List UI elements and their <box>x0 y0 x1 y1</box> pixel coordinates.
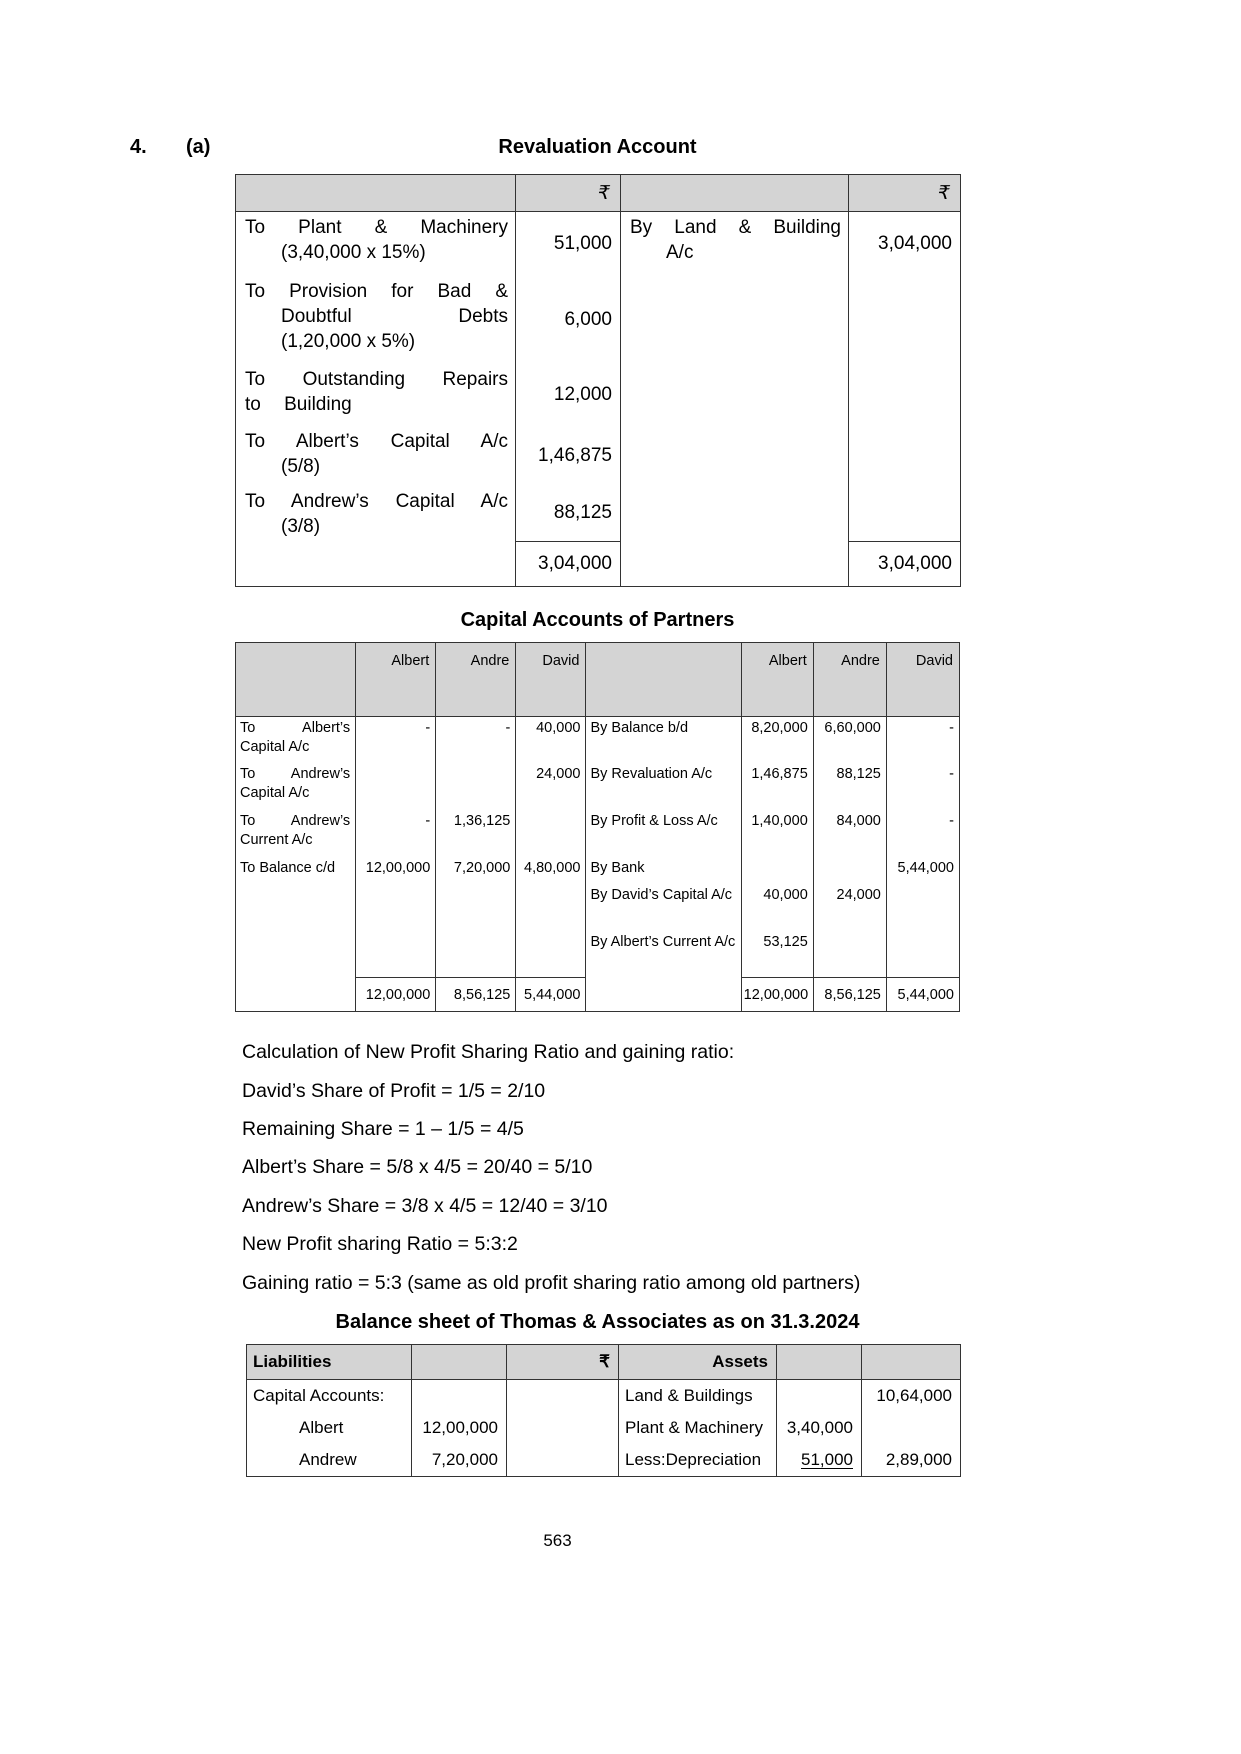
credit-albert: 53,125 <box>741 931 813 977</box>
currency-symbol-debit: ₹ <box>516 175 621 212</box>
debit-total-albert: 12,00,000 <box>356 977 436 1012</box>
entry-line: By Land & Building <box>630 217 841 238</box>
credit-albert: 1,40,000 <box>741 810 813 857</box>
debit-david: 40,000 <box>516 716 586 763</box>
capital-total-row <box>236 977 960 1012</box>
credit-amount <box>849 426 961 486</box>
liabilities-header: Liabilities <box>247 1345 412 1380</box>
liability-total <box>507 1380 619 1413</box>
debit-albert: - <box>356 716 436 763</box>
debit-albert <box>356 763 436 810</box>
currency-symbol: ₹ <box>507 1345 619 1380</box>
credit-david: - <box>886 763 959 810</box>
credit-andre: 6,60,000 <box>813 716 886 763</box>
debit-particulars <box>236 977 356 1012</box>
revaluation-row-3 <box>236 364 961 426</box>
capital-accounts-table <box>235 642 960 1013</box>
credit-amount <box>849 364 961 426</box>
revaluation-row-1 <box>236 212 961 276</box>
debit-andre <box>436 931 516 977</box>
credit-andre <box>813 857 886 884</box>
partner-header-albert-credit: Albert <box>741 642 813 716</box>
debit-total-andre: 8,56,125 <box>436 977 516 1012</box>
assets-header: Assets <box>619 1345 777 1380</box>
asset-item: Less:Depreciation <box>619 1444 777 1477</box>
credit-amount <box>849 486 961 542</box>
credit-andre <box>813 931 886 977</box>
calculation-section <box>242 1042 1241 1294</box>
calculation-line: New Profit sharing Ratio = 5:3:2 <box>242 1233 518 1256</box>
debit-albert <box>356 884 436 931</box>
credit-particulars: By Bank <box>586 857 741 884</box>
debit-amount: 12,000 <box>516 364 621 426</box>
entry-line: (3,40,000 x 15%) <box>281 242 426 264</box>
debit-andre: - <box>436 716 516 763</box>
capital-row-6 <box>236 931 960 977</box>
debit-particulars <box>236 931 356 977</box>
asset-total: 2,89,000 <box>862 1444 961 1477</box>
debit-amount: 6,000 <box>516 276 621 364</box>
liability-total <box>507 1412 619 1444</box>
asset-amount: 3,40,000 <box>777 1412 862 1444</box>
revaluation-account-table <box>235 174 961 587</box>
credit-total-david: 5,44,000 <box>886 977 959 1012</box>
liability-total <box>507 1444 619 1477</box>
credit-david: - <box>886 716 959 763</box>
calculation-line: Andrew’s Share = 3/8 x 4/5 = 12/40 = 3/10 <box>242 1194 608 1217</box>
debit-amount: 1,46,875 <box>516 426 621 486</box>
liability-amount <box>412 1380 507 1413</box>
credit-albert: 8,20,000 <box>741 716 813 763</box>
partner-header-albert-debit: Albert <box>356 642 436 716</box>
entry-line: (1,20,000 x 5%) <box>281 330 416 352</box>
entry-line: (5/8) <box>281 455 321 477</box>
credit-particulars: By Revaluation A/c <box>586 763 741 810</box>
partner-header-david-credit: David <box>886 642 959 716</box>
credit-albert <box>741 857 813 884</box>
balance-sheet-row-1 <box>247 1380 961 1413</box>
revaluation-row-2 <box>236 276 961 364</box>
entry-line: Doubtful Debts <box>281 305 508 327</box>
balance-sheet-row-2 <box>247 1412 961 1444</box>
credit-albert: 1,46,875 <box>741 763 813 810</box>
credit-particulars: By Profit & Loss A/c <box>586 810 741 857</box>
header-blank <box>236 642 356 716</box>
credit-particulars: By Balance b/d <box>586 716 741 763</box>
capital-header-row <box>236 642 960 716</box>
liability-amount: 12,00,000 <box>412 1412 507 1444</box>
capital-row-1 <box>236 716 960 763</box>
calculation-line: Gaining ratio = 5:3 (same as old profit sharing ratio among old partners) <box>242 1271 861 1294</box>
liability-item: Andrew <box>247 1444 412 1477</box>
currency-symbol-credit: ₹ <box>849 175 961 212</box>
debit-particulars <box>236 884 356 931</box>
liability-item: Albert <box>247 1412 412 1444</box>
debit-particulars: To Andrew’s Capital A/c <box>236 763 356 810</box>
capital-accounts-title: Capital Accounts of Partners <box>460 608 735 631</box>
entry-line: To Andrew’s Capital A/c <box>245 490 508 512</box>
credit-total: 3,04,000 <box>849 542 961 587</box>
entry-line: (3/8) <box>281 515 321 537</box>
debit-david <box>516 810 586 857</box>
debit-david <box>516 884 586 931</box>
debit-albert <box>356 931 436 977</box>
credit-particulars <box>586 977 741 1012</box>
debit-david: 24,000 <box>516 763 586 810</box>
asset-total <box>862 1412 961 1444</box>
credit-david: 5,44,000 <box>886 857 959 884</box>
debit-andre <box>436 763 516 810</box>
revaluation-row-5 <box>236 486 961 542</box>
partner-header-andre-debit: Andre <box>436 642 516 716</box>
credit-david <box>886 931 959 977</box>
calculation-line: Albert’s Share = 5/8 x 4/5 = 20/40 = 5/10 <box>242 1156 593 1179</box>
revaluation-row-4 <box>236 426 961 486</box>
credit-particulars <box>621 276 849 364</box>
question-heading <box>0 136 1241 166</box>
calculation-heading: Calculation of New Profit Sharing Ratio and gaining ratio: <box>242 1041 735 1064</box>
debit-amount: 51,000 <box>516 212 621 276</box>
debit-particulars: To Balance c/d <box>236 857 356 884</box>
debit-particulars <box>236 212 516 276</box>
debit-total-david: 5,44,000 <box>516 977 586 1012</box>
capital-row-3 <box>236 810 960 857</box>
question-number: 4. <box>130 136 147 158</box>
calculation-line: David’s Share of Profit = 1/5 = 2/10 <box>242 1079 546 1102</box>
debit-particulars <box>236 276 516 364</box>
asset-item: Land & Buildings <box>619 1380 777 1413</box>
capital-row-2 <box>236 763 960 810</box>
debit-albert: 12,00,000 <box>356 857 436 884</box>
entry-line: A/c <box>666 242 694 264</box>
header-blank <box>412 1345 507 1380</box>
balance-sheet-header-row <box>247 1345 961 1380</box>
credit-particulars: By Albert’s Current A/c <box>586 931 741 977</box>
credit-particulars <box>621 486 849 542</box>
credit-total-andre: 8,56,125 <box>813 977 886 1012</box>
liability-item: Capital Accounts: <box>247 1380 412 1413</box>
question-part: (a) <box>186 136 211 158</box>
credit-david <box>886 884 959 931</box>
credit-andre: 24,000 <box>813 884 886 931</box>
debit-albert: - <box>356 810 436 857</box>
partner-header-david-debit: David <box>516 642 586 716</box>
debit-david <box>516 931 586 977</box>
revaluation-total-row <box>236 542 961 587</box>
liability-amount: 7,20,000 <box>412 1444 507 1477</box>
page-number: 563 <box>543 1531 572 1551</box>
calculation-line: Remaining Share = 1 – 1/5 = 4/5 <box>242 1118 524 1141</box>
credit-particulars <box>621 426 849 486</box>
debit-andre: 7,20,000 <box>436 857 516 884</box>
credit-particulars <box>621 542 849 587</box>
header-blank-debit <box>236 175 516 212</box>
debit-amount: 88,125 <box>516 486 621 542</box>
asset-amount <box>777 1380 862 1413</box>
revaluation-account-title: Revaluation Account <box>498 136 697 158</box>
balance-sheet-title: Balance sheet of Thomas & Associates as on 31.3.2024 <box>335 1311 860 1334</box>
debit-particulars <box>236 542 516 587</box>
revaluation-header-row <box>236 175 961 212</box>
credit-particulars <box>621 212 849 276</box>
header-blank-credit <box>621 175 849 212</box>
debit-particulars <box>236 486 516 542</box>
debit-particulars: To Albert’s Capital A/c <box>236 716 356 763</box>
credit-particulars: By David’s Capital A/c <box>586 884 741 931</box>
asset-item: Plant & Machinery <box>619 1412 777 1444</box>
header-blank <box>777 1345 862 1380</box>
entry-line: To Plant & Machinery <box>245 217 508 238</box>
depreciation-amount: 51,000 <box>801 1450 853 1470</box>
credit-andre: 84,000 <box>813 810 886 857</box>
entry-line: To Outstanding Repairs <box>245 368 508 390</box>
credit-total-albert: 12,00,000 <box>741 977 813 1012</box>
credit-amount <box>849 276 961 364</box>
entry-line: To Provision for Bad & <box>245 280 508 302</box>
debit-david: 4,80,000 <box>516 857 586 884</box>
credit-david: - <box>886 810 959 857</box>
partner-header-andre-credit: Andre <box>813 642 886 716</box>
capital-row-5 <box>236 884 960 931</box>
debit-total: 3,04,000 <box>516 542 621 587</box>
credit-andre: 88,125 <box>813 763 886 810</box>
balance-sheet-table <box>246 1344 961 1477</box>
credit-albert: 40,000 <box>741 884 813 931</box>
debit-andre <box>436 884 516 931</box>
debit-particulars <box>236 426 516 486</box>
entry-line: To Albert’s Capital A/c <box>245 430 508 452</box>
debit-andre: 1,36,125 <box>436 810 516 857</box>
header-blank <box>586 642 741 716</box>
asset-amount-underlined <box>777 1444 862 1477</box>
debit-particulars: To Andrew’s Current A/c <box>236 810 356 857</box>
asset-total: 10,64,000 <box>862 1380 961 1413</box>
debit-particulars <box>236 364 516 426</box>
header-blank <box>862 1345 961 1380</box>
credit-amount: 3,04,000 <box>849 212 961 276</box>
credit-particulars <box>621 364 849 426</box>
balance-sheet-row-3 <box>247 1444 961 1477</box>
capital-row-4 <box>236 857 960 884</box>
entry-line: to Building <box>245 393 352 415</box>
